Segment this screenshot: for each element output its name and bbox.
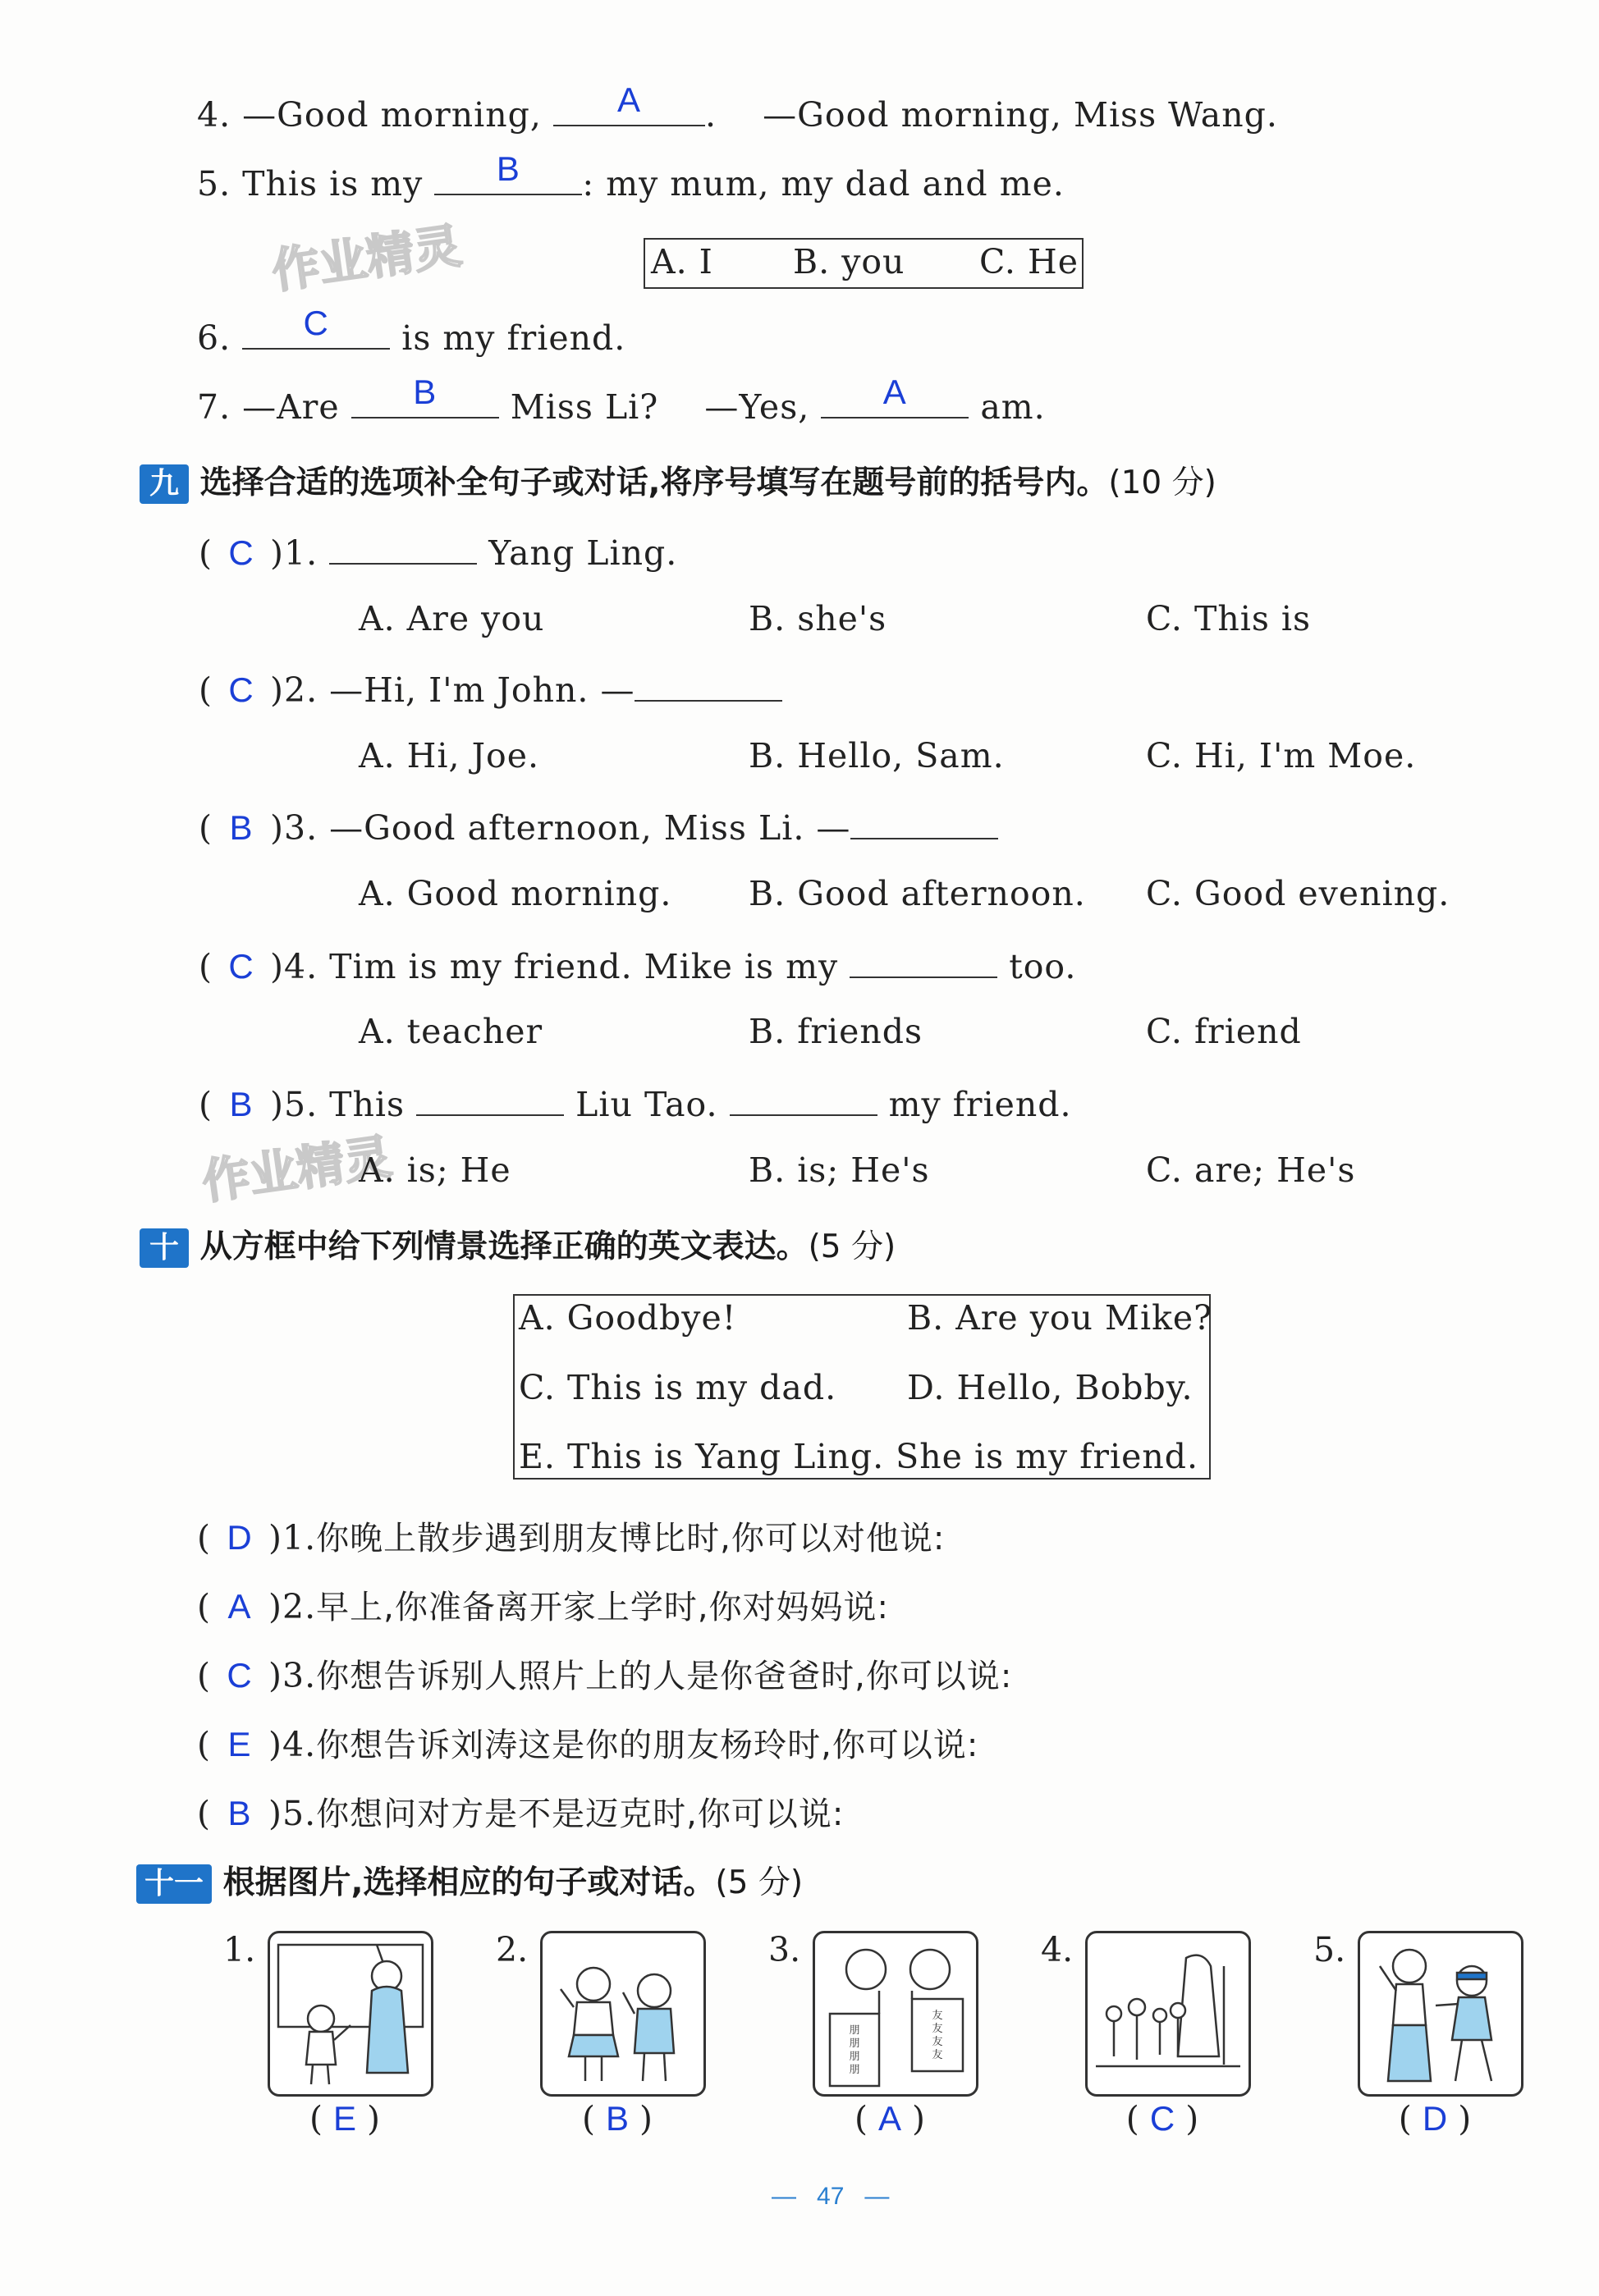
section-points: (5 分) — [808, 1228, 896, 1265]
children-illustration-icon — [543, 1933, 703, 2094]
answer-letter: B — [227, 1794, 252, 1832]
answer-letter: A — [616, 80, 641, 119]
family-illustration-icon — [1088, 1933, 1249, 2094]
picture-answer: ( D ) — [1398, 2099, 1472, 2138]
choice-a: A. is; He — [359, 1150, 511, 1190]
section-11-heading — [136, 1857, 803, 1904]
answer-letter: B — [229, 808, 254, 847]
choice-a: A. teacher — [359, 1012, 543, 1051]
answer-letter: B — [229, 1085, 254, 1123]
scenario-question-4: ( E )4.你想告诉刘涛这是你的朋友杨玲时,你可以说: — [197, 1725, 979, 1764]
question-8-4: 4. —Good morning, A . —Good morning, Miss Wang. — [197, 80, 1278, 135]
section-9-heading — [140, 457, 1216, 504]
choice-c: C. Good evening. — [1146, 874, 1450, 913]
choice-b: B. is; He's — [749, 1150, 930, 1190]
answer-letter: B — [496, 149, 520, 188]
answer-letter: C — [228, 670, 254, 709]
picture-3 — [813, 1931, 978, 2097]
mc-question-5: ( B )5. This Liu Tao. my friend. — [199, 1082, 1072, 1124]
picture-answer: ( C ) — [1125, 2099, 1199, 2138]
choice-a: A. Hi, Joe. — [359, 736, 540, 775]
section-title: 从方框中给下列情景选择正确的英文表达。 — [199, 1228, 809, 1265]
mc-question-1: ( C )1. Yang Ling. — [199, 530, 677, 573]
answer-letter: A — [882, 373, 907, 411]
picture-number: 3. — [768, 1930, 801, 1969]
answer-blank — [242, 304, 390, 350]
option-a: A. I — [651, 242, 713, 281]
answer-letter: C — [303, 304, 329, 342]
choice-c: C. This is — [1146, 599, 1312, 638]
option-c: C. He — [979, 242, 1079, 281]
answer-letter: C — [228, 947, 254, 986]
section-badge: 十 — [140, 1228, 189, 1268]
children-illustration-icon — [270, 1933, 431, 2094]
section-10-heading — [140, 1221, 896, 1268]
picture-answer: ( A ) — [854, 2099, 926, 2138]
box-option-a: A. Goodbye! — [519, 1298, 737, 1338]
choice-c: C. are; He's — [1146, 1150, 1356, 1190]
scenario-question-1: ( D )1.你晚上散步遇到朋友博比时,你可以对他说: — [197, 1518, 946, 1557]
answer-letter: D — [227, 1518, 253, 1557]
answer-letter: E — [227, 1725, 252, 1763]
choice-a: A. Good morning. — [359, 874, 672, 913]
answer-letter: A — [227, 1587, 252, 1626]
picture-answer: ( B ) — [581, 2099, 653, 2138]
box-option-d: D. Hello, Bobby. — [907, 1368, 1194, 1407]
question-8-6: 6. C is my friend. — [197, 304, 626, 358]
children-with-signs-icon — [815, 1933, 976, 2094]
choice-c: C. Hi, I'm Moe. — [1146, 736, 1417, 775]
choice-b: B. she's — [749, 599, 887, 638]
box-option-b: B. Are you Mike? — [907, 1298, 1213, 1338]
answer-letter: B — [413, 373, 438, 411]
watermark: 作业精灵 — [268, 217, 465, 300]
question-8-5: 5. This is my B : my mum, my dad and me. — [197, 149, 1065, 204]
answer-blank — [553, 80, 705, 126]
section-badge: 十一 — [136, 1864, 212, 1904]
answer-blank — [850, 944, 997, 978]
picture-number: 2. — [496, 1930, 529, 1969]
scenario-question-3: ( C )3.你想告诉别人照片上的人是你爸爸时,你可以说: — [197, 1656, 1013, 1695]
choice-b: B. friends — [749, 1012, 923, 1051]
answer-blank — [850, 805, 998, 839]
answer-letter: C — [227, 1656, 253, 1695]
section-badge: 九 — [140, 464, 189, 504]
answer-blank — [329, 530, 477, 565]
box-option-e: E. This is Yang Ling. She is my friend. — [519, 1437, 1199, 1476]
picture-4 — [1085, 1931, 1251, 2097]
sign-right-text: 友友友友 — [932, 2010, 943, 2061]
mc-question-2: ( C )2. —Hi, I'm John. — — [199, 667, 782, 710]
watermark: 作业精灵 — [199, 1128, 396, 1210]
answer-blank — [416, 1082, 564, 1116]
section-points: (5 分) — [715, 1864, 804, 1901]
mc-question-4: ( C )4. Tim is my friend. Mike is my too. — [199, 944, 1076, 986]
choice-b: B. Hello, Sam. — [749, 736, 1005, 775]
section-points: (10 分) — [1108, 464, 1216, 501]
picture-number: 4. — [1041, 1930, 1074, 1969]
section-title: 根据图片,选择相应的句子或对话。 — [222, 1864, 716, 1901]
answer-blank — [730, 1082, 877, 1116]
page-number: — 47 — — [772, 2183, 890, 2210]
answer-blank — [821, 373, 969, 418]
choice-a: A. Are you — [359, 599, 545, 638]
option-b: B. you — [793, 242, 905, 281]
picture-number: 1. — [223, 1930, 256, 1969]
mc-question-3: ( B )3. —Good afternoon, Miss Li. — — [199, 805, 998, 848]
answer-blank — [635, 667, 782, 702]
choice-b: B. Good afternoon. — [749, 874, 1086, 913]
picture-answer: ( E ) — [309, 2099, 381, 2138]
answer-blank — [351, 373, 499, 418]
picture-1 — [268, 1931, 433, 2097]
question-8-7: 7. —Are B Miss Li? —Yes, A am. — [197, 373, 1046, 427]
picture-number: 5. — [1313, 1930, 1346, 1969]
scenario-question-5: ( B )5.你想问对方是不是迈克时,你可以说: — [197, 1794, 845, 1833]
scenario-question-2: ( A )2.早上,你准备离开家上学时,你对妈妈说: — [197, 1587, 890, 1626]
answer-blank — [434, 149, 582, 195]
box-option-c: C. This is my dad. — [519, 1368, 837, 1407]
picture-2 — [540, 1931, 706, 2097]
children-waving-icon — [1360, 1933, 1521, 2094]
choice-c: C. friend — [1146, 1012, 1302, 1051]
section-title: 选择合适的选项补全句子或对话,将序号填写在题号前的括号内。 — [199, 464, 1109, 501]
sign-left-text: 朋朋朋朋 — [849, 2024, 860, 2076]
answer-letter: C — [228, 533, 254, 572]
picture-5 — [1358, 1931, 1523, 2097]
